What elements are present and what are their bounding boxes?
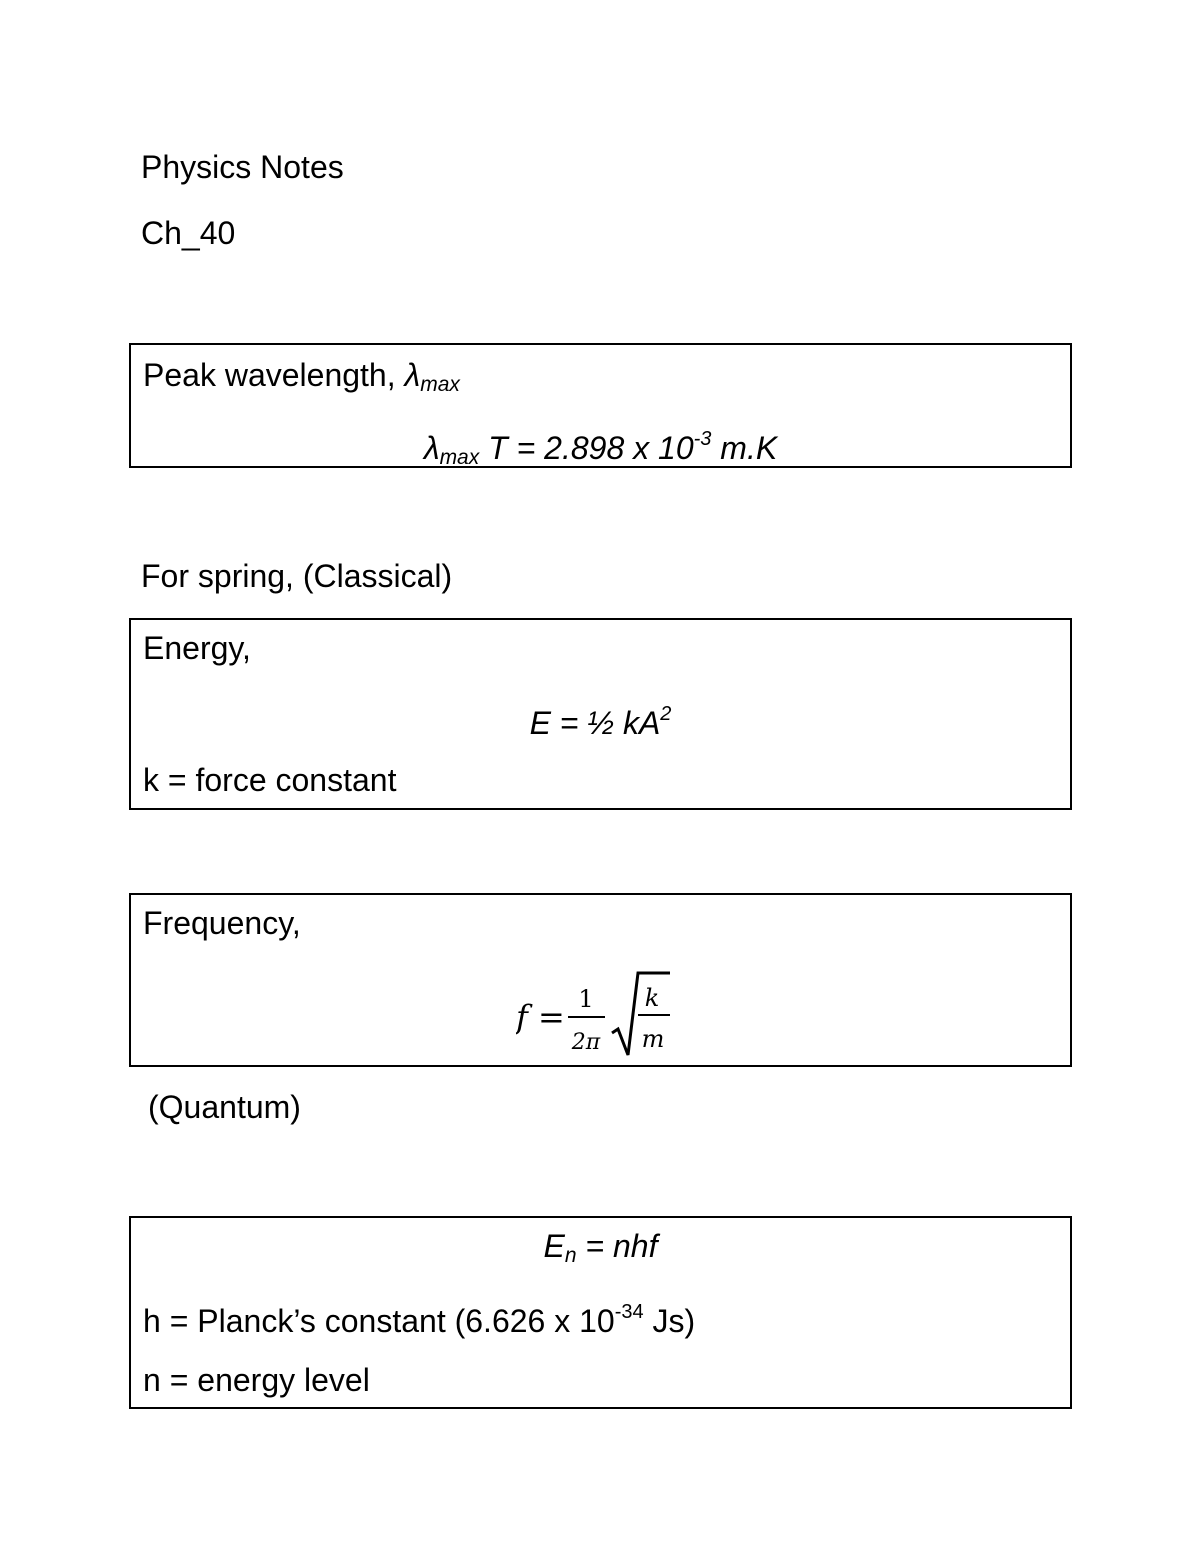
root-denominator: m (641, 1025, 664, 1053)
peak-wavelength-box (129, 343, 1072, 468)
quantum-energy-equation: $E_n$ = nhf (543, 1228, 658, 1267)
frequency-formula-graphic (516, 965, 686, 1060)
frequency-equation (131, 965, 1070, 1060)
spring-heading: For spring, (Classical) (141, 558, 453, 594)
chapter-label: Ch_40 (141, 215, 236, 251)
energy-label: Energy, (143, 630, 251, 666)
page-title: Physics Notes (141, 149, 344, 185)
energy-box (129, 618, 1072, 810)
wien-law-equation: $\lambda_{max}$ T = 2.898 x $10^{-3}$ m.K (423, 428, 778, 469)
frequency-box (129, 893, 1072, 1067)
frequency-label: Frequency, (143, 905, 301, 941)
fraction-numerator: 1 (577, 985, 594, 1013)
spring-energy-equation: E = ½ $kA^2$ (529, 703, 672, 741)
peak-wavelength-label: Peak wavelength, $\lambda_{max}$ (143, 357, 460, 396)
quantum-box (129, 1216, 1072, 1409)
root-numerator: k (644, 984, 659, 1012)
quantum-heading: (Quantum) (148, 1089, 301, 1125)
fraction-denominator: 2π (571, 1030, 600, 1055)
energy-level-note: n = energy level (143, 1362, 370, 1398)
planck-constant-note: h = Planck’s constant (6.626 x $10^{-34}$ Js) (143, 1301, 696, 1339)
frequency-lhs: f = (515, 998, 565, 1036)
force-constant-note: k = force constant (143, 762, 397, 798)
